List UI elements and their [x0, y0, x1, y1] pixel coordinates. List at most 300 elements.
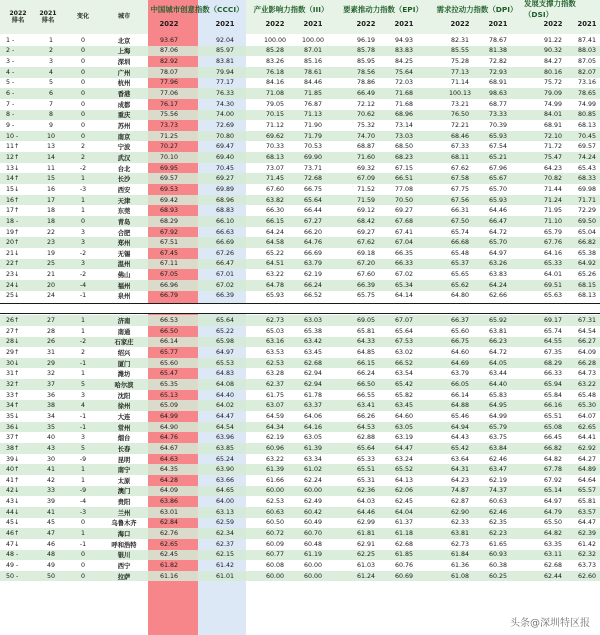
index-value-cell: 66.37 — [450, 317, 470, 325]
index-value-cell: 66.49 — [356, 90, 376, 98]
index-value-cell: 61.82 — [159, 562, 179, 569]
index-value-cell: 65.51 — [356, 466, 376, 474]
city-cell: 台北 — [117, 165, 131, 173]
table-row — [0, 110, 600, 121]
index-value-cell: 66.10 — [215, 217, 235, 225]
index-value-cell: 70.80 — [215, 132, 235, 140]
index-value-cell: 84.27 — [543, 58, 563, 66]
index-value-cell: 81.38 — [488, 47, 508, 55]
index-value-cell: 66.45 — [543, 434, 563, 442]
header-change: 变化 — [76, 13, 90, 21]
index-value-cell: 63.83 — [488, 271, 508, 279]
index-value-cell: 75.56 — [159, 111, 179, 119]
index-value-cell: 65.42 — [394, 380, 414, 388]
index-value-cell: 73.14 — [394, 122, 414, 129]
rank-2021-cell: 36 — [46, 391, 55, 399]
rank-2021-cell: 41 — [46, 508, 55, 516]
index-value-cell: 71.85 — [303, 90, 323, 98]
index-value-cell: 67.62 — [356, 239, 376, 247]
rank-2021-cell: 24 — [46, 292, 55, 300]
index-value-cell: 87.41 — [577, 36, 597, 44]
index-value-cell: 68.13 — [577, 292, 597, 300]
index-value-cell: 70.45 — [577, 132, 597, 140]
index-value-cell: 62.53 — [265, 498, 285, 506]
index-value-cell: 66.33 — [394, 260, 414, 268]
index-value-cell: 64.78 — [265, 281, 285, 289]
city-cell: 苏州 — [117, 123, 131, 130]
index-value-cell: 64.60 — [450, 349, 470, 356]
index-value-cell: 65.93 — [488, 196, 508, 204]
city-cell: 成都 — [117, 101, 131, 109]
index-value-cell: 66.24 — [356, 370, 376, 378]
rank-2021-cell: 49 — [46, 562, 55, 569]
index-value-cell: 62.36 — [356, 487, 376, 495]
index-value-cell: 88.03 — [577, 47, 597, 55]
index-value-cell: 68.29 — [543, 359, 563, 367]
index-value-cell: 67.92 — [543, 476, 563, 484]
index-value-cell: 93.67 — [159, 36, 179, 44]
city-cell: 上海 — [117, 48, 131, 56]
index-value-cell: 67.04 — [394, 239, 414, 247]
index-value-cell: 83.83 — [394, 47, 414, 55]
index-value-cell: 73.16 — [577, 79, 597, 87]
index-value-cell: 63.84 — [488, 444, 508, 452]
table-row — [0, 88, 600, 99]
rank-2022-cell: 28↓ — [6, 338, 20, 346]
index-value-cell: 65.09 — [159, 402, 179, 410]
table-row — [0, 528, 600, 539]
city-cell: 宁波 — [117, 144, 131, 152]
header-year-2021: 2021 — [394, 20, 414, 28]
index-value-cell: 66.50 — [356, 380, 376, 388]
rank-2022-cell: 47↓ — [6, 540, 20, 548]
index-value-cell: 64.76 — [303, 239, 323, 247]
index-value-cell: 64.33 — [356, 338, 376, 346]
change-cell: -2 — [79, 271, 87, 279]
index-value-cell: 64.23 — [543, 164, 563, 172]
table-row — [0, 205, 600, 216]
index-value-cell: 62.24 — [303, 476, 323, 484]
index-value-cell: 84.25 — [394, 58, 414, 66]
index-value-cell: 68.91 — [543, 122, 563, 129]
index-value-cell: 69.90 — [303, 153, 323, 161]
index-value-cell: 78.07 — [159, 68, 179, 76]
index-value-cell: 62.37 — [265, 380, 285, 388]
index-value-cell: 71.14 — [450, 79, 470, 87]
index-value-cell: 68.83 — [215, 207, 235, 215]
index-value-cell: 67.02 — [215, 281, 235, 289]
rank-2021-cell: 42 — [46, 476, 55, 484]
index-value-cell: 65.30 — [577, 402, 597, 410]
index-value-cell: 61.65 — [488, 540, 508, 548]
index-value-cell: 64.27 — [577, 455, 597, 463]
rank-2021-cell: 32 — [46, 370, 55, 378]
index-value-cell: 63.42 — [303, 338, 323, 346]
index-value-cell: 64.97 — [543, 498, 563, 506]
index-value-cell: 62.44 — [543, 572, 563, 580]
index-value-cell: 66.35 — [394, 249, 414, 257]
index-value-cell: 62.34 — [215, 530, 235, 538]
index-value-cell: 75.28 — [450, 58, 470, 66]
table-row — [0, 400, 600, 411]
index-value-cell: 64.51 — [265, 260, 285, 268]
index-value-cell: 66.52 — [303, 292, 323, 300]
index-value-cell: 85.28 — [265, 47, 285, 55]
rank-2022-cell: 43↓ — [6, 498, 20, 506]
index-value-cell: 66.16 — [543, 402, 563, 410]
table-row — [0, 67, 600, 78]
index-value-cell: 65.22 — [215, 327, 235, 335]
index-value-cell: 65.98 — [215, 338, 235, 346]
index-value-cell: 63.90 — [215, 466, 235, 474]
change-cell: -1 — [79, 359, 87, 367]
index-value-cell: 61.84 — [450, 551, 470, 559]
index-value-cell: 84.16 — [265, 79, 285, 87]
index-value-cell: 69.40 — [215, 153, 235, 161]
index-value-cell: 66.51 — [394, 175, 414, 183]
index-value-cell: 69.57 — [159, 175, 179, 183]
index-value-cell: 66.44 — [303, 207, 323, 215]
index-value-cell: 65.53 — [215, 359, 235, 367]
city-cell: 太原 — [117, 477, 131, 485]
index-value-cell: 64.79 — [543, 508, 563, 516]
index-value-cell: 62.32 — [577, 551, 597, 559]
index-value-cell: 67.20 — [356, 260, 376, 268]
index-value-cell: 66.05 — [450, 380, 470, 388]
table-row — [0, 280, 600, 291]
index-value-cell: 61.24 — [356, 572, 376, 580]
index-value-cell: 68.96 — [394, 111, 414, 119]
rank-2021-cell: 18 — [46, 217, 55, 225]
index-value-cell: 65.79 — [543, 228, 563, 236]
index-value-cell: 64.69 — [450, 359, 470, 367]
index-value-cell: 66.69 — [303, 249, 323, 257]
section-divider — [0, 313, 600, 314]
change-cell: -1 — [79, 423, 87, 431]
index-value-cell: 62.68 — [543, 562, 563, 569]
index-value-cell: 69.51 — [543, 281, 563, 289]
index-value-cell: 77.13 — [450, 68, 470, 76]
table-row — [0, 486, 600, 497]
rank-2022-cell: 18 - — [6, 217, 19, 225]
index-value-cell: 65.50 — [543, 519, 563, 527]
index-value-cell: 67.15 — [394, 164, 414, 172]
index-value-cell: 64.46 — [356, 508, 376, 516]
change-cell: -2 — [79, 164, 87, 172]
index-value-cell: 67.41 — [394, 228, 414, 236]
index-value-cell: 65.77 — [159, 349, 179, 356]
index-value-cell: 69.27 — [356, 228, 376, 236]
table-row — [0, 142, 600, 153]
index-value-cell: 62.66 — [488, 292, 508, 300]
index-value-cell: 78.65 — [577, 90, 597, 98]
index-value-cell: 65.64 — [394, 327, 414, 335]
rank-2022-cell: 7 - — [6, 100, 15, 108]
change-cell: 5 — [80, 380, 85, 388]
index-value-cell: 82.92 — [159, 58, 179, 66]
index-value-cell: 64.85 — [356, 349, 376, 356]
index-value-cell: 78.56 — [356, 68, 376, 76]
rank-2021-cell: 48 — [46, 551, 55, 559]
rank-2021-cell: 4 — [48, 68, 53, 76]
index-value-cell: 65.60 — [159, 359, 179, 367]
change-cell: -2 — [79, 338, 87, 346]
rank-2022-cell: 49 - — [6, 562, 19, 569]
index-value-cell: 66.96 — [159, 281, 179, 289]
index-value-cell: 64.54 — [215, 423, 235, 431]
index-value-cell: 61.01 — [215, 572, 235, 580]
index-value-cell: 70.27 — [159, 143, 179, 151]
index-value-cell: 62.92 — [577, 444, 597, 452]
index-value-cell: 60.63 — [265, 508, 285, 516]
rank-2022-cell: 30↓ — [6, 359, 20, 367]
rank-2021-cell: 3 — [48, 58, 53, 66]
index-value-cell: 67.58 — [450, 175, 470, 183]
header-group-title: 需求拉动力指数（DPI） — [436, 4, 518, 14]
index-value-cell: 63.01 — [159, 508, 179, 516]
city-cell: 西宁 — [117, 563, 131, 570]
rank-2021-cell: 15 — [46, 175, 55, 183]
index-value-cell: 79.05 — [265, 100, 285, 108]
index-value-cell: 61.39 — [303, 444, 323, 452]
index-value-cell: 64.02 — [215, 402, 235, 410]
rank-2021-cell: 18 — [46, 207, 55, 215]
index-value-cell: 60.49 — [303, 519, 323, 527]
index-value-cell: 65.64 — [356, 444, 376, 452]
index-value-cell: 62.87 — [450, 498, 470, 506]
index-value-cell: 62.68 — [394, 540, 414, 548]
rank-2021-cell: 25 — [46, 260, 55, 268]
index-value-cell: 65.24 — [215, 455, 235, 463]
index-value-cell: 75.32 — [356, 122, 376, 129]
index-value-cell: 67.78 — [543, 466, 563, 474]
index-value-cell: 69.42 — [159, 196, 179, 204]
rank-2021-cell: 20 — [46, 281, 55, 289]
change-cell: 0 — [80, 68, 85, 76]
index-value-cell: 66.75 — [303, 185, 323, 193]
index-value-cell: 65.34 — [394, 281, 414, 289]
index-value-cell: 72.12 — [356, 100, 376, 108]
index-value-cell: 60.00 — [265, 487, 285, 495]
city-cell: 深圳 — [117, 59, 131, 67]
index-value-cell: 69.32 — [356, 164, 376, 172]
index-value-cell: 68.50 — [394, 143, 414, 151]
index-value-cell: 65.42 — [450, 444, 470, 452]
index-value-cell: 67.54 — [488, 143, 508, 151]
index-value-cell: 66.82 — [543, 444, 563, 452]
index-value-cell: 90.32 — [543, 47, 563, 55]
index-value-cell: 62.90 — [450, 508, 470, 516]
change-cell: 0 — [80, 47, 85, 55]
rank-2021-cell: 9 — [48, 122, 53, 129]
rank-2021-cell: 8 — [48, 111, 53, 119]
table-row — [0, 560, 600, 571]
index-value-cell: 60.93 — [488, 551, 508, 559]
change-cell: 0 — [80, 562, 85, 569]
index-value-cell: 64.55 — [543, 338, 563, 346]
index-value-cell: 66.28 — [577, 359, 597, 367]
rank-2022-cell: 3 - — [6, 58, 15, 66]
index-value-cell: 62.06 — [394, 487, 414, 495]
index-value-cell: 69.17 — [543, 317, 563, 325]
index-value-cell: 71.72 — [543, 143, 563, 151]
index-value-cell: 65.65 — [450, 271, 470, 279]
rank-2021-cell: 29 — [46, 359, 55, 367]
index-value-cell: 63.79 — [450, 370, 470, 378]
index-value-cell: 62.94 — [303, 370, 323, 378]
rank-2022-cell: 17↑ — [6, 207, 20, 215]
index-value-cell: 60.00 — [303, 562, 323, 569]
index-value-cell: 61.37 — [394, 519, 414, 527]
index-value-cell: 63.03 — [303, 317, 323, 325]
index-value-cell: 68.13 — [577, 122, 597, 129]
table-row — [0, 163, 600, 174]
index-value-cell: 64.97 — [488, 249, 508, 257]
index-value-cell: 65.94 — [543, 380, 563, 388]
rank-2022-cell: 48 - — [6, 551, 19, 559]
rank-2022-cell: 19↑ — [6, 228, 20, 236]
index-value-cell: 70.39 — [488, 122, 508, 129]
rank-2021-cell: 46 — [46, 540, 55, 548]
index-value-cell: 68.91 — [488, 79, 508, 87]
rank-2021-cell: 13 — [46, 143, 55, 151]
header-year-2022: 2022 — [356, 20, 376, 28]
index-value-cell: 100.13 — [448, 90, 472, 98]
rank-2021-cell: 1 — [48, 36, 53, 44]
change-cell: 5 — [80, 444, 85, 452]
header-year-2022: 2022 — [159, 20, 179, 28]
table-row — [0, 195, 600, 206]
index-value-cell: 74.70 — [356, 132, 376, 140]
index-value-cell: 71.52 — [356, 185, 376, 193]
index-value-cell: 65.48 — [450, 249, 470, 257]
index-value-cell: 61.81 — [356, 530, 376, 538]
table-row — [0, 422, 600, 433]
index-value-cell: 64.14 — [394, 292, 414, 300]
index-value-cell: 66.33 — [543, 370, 563, 378]
index-value-cell: 84.01 — [543, 111, 563, 119]
city-cell: 南宁 — [117, 467, 131, 475]
rank-2022-cell: 11↑ — [6, 143, 20, 151]
index-value-cell: 64.58 — [265, 239, 285, 247]
index-value-cell: 61.42 — [577, 540, 597, 548]
rank-2022-cell: 36↓ — [6, 423, 20, 431]
index-value-cell: 71.68 — [394, 90, 414, 98]
index-value-cell: 79.09 — [543, 90, 563, 98]
index-value-cell: 60.09 — [265, 540, 285, 548]
rank-2021-cell: 30 — [46, 455, 55, 463]
index-value-cell: 64.01 — [543, 271, 563, 279]
index-value-cell: 65.63 — [543, 292, 563, 300]
rank-2022-cell: 29↑ — [6, 349, 20, 356]
city-cell: 乌鲁木齐 — [111, 520, 137, 528]
header-rank-2022: 2022 排名 — [9, 9, 27, 24]
index-value-cell: 67.33 — [450, 143, 470, 151]
rank-2022-cell: 15↓ — [6, 185, 20, 193]
index-value-cell: 62.45 — [394, 498, 414, 506]
index-value-cell: 64.47 — [215, 412, 235, 420]
city-cell: 哈尔滨 — [114, 381, 134, 389]
city-cell: 常州 — [117, 424, 131, 432]
index-value-cell: 63.81 — [488, 327, 508, 335]
index-value-cell: 66.79 — [159, 292, 179, 300]
index-value-cell: 72.21 — [450, 122, 470, 129]
table-row — [0, 390, 600, 401]
index-value-cell: 74.87 — [450, 487, 470, 495]
rank-2022-cell: 4 - — [6, 68, 15, 76]
change-cell: 1 — [80, 175, 85, 183]
index-value-cell: 70.15 — [265, 111, 285, 119]
index-value-cell: 83.26 — [265, 58, 285, 66]
rank-2022-cell: 35↓ — [6, 412, 20, 420]
index-value-cell: 65.26 — [577, 271, 597, 279]
index-value-cell: 70.50 — [394, 196, 414, 204]
table-row — [0, 227, 600, 238]
index-value-cell: 66.63 — [215, 228, 235, 236]
rank-2022-cell: 41↑ — [6, 476, 20, 484]
index-value-cell: 67.31 — [577, 317, 597, 325]
index-value-cell: 64.54 — [577, 327, 597, 335]
index-value-cell: 64.23 — [450, 476, 470, 484]
header-year-2022: 2022 — [265, 20, 285, 28]
index-value-cell: 70.33 — [265, 143, 285, 151]
index-value-cell: 64.24 — [265, 228, 285, 236]
city-cell: 潍坊 — [117, 371, 131, 379]
index-value-cell: 65.08 — [543, 423, 563, 431]
index-value-cell: 60.00 — [303, 487, 323, 495]
index-value-cell: 73.33 — [488, 111, 508, 119]
index-value-cell: 63.22 — [265, 455, 285, 463]
index-value-cell: 60.50 — [265, 519, 285, 527]
city-cell: 沈阳 — [117, 392, 131, 400]
index-value-cell: 62.99 — [356, 519, 376, 527]
index-value-cell: 64.80 — [450, 292, 470, 300]
city-cell: 福州 — [117, 282, 131, 290]
index-value-cell: 63.81 — [450, 530, 470, 538]
rank-2021-cell: 35 — [46, 423, 55, 431]
rank-2021-cell: 14 — [46, 153, 55, 161]
header-group-title: 中国城市创意指数（CCCI） — [150, 4, 244, 14]
table-row — [0, 464, 600, 475]
index-value-cell: 66.24 — [303, 281, 323, 289]
index-value-cell: 63.22 — [265, 271, 285, 279]
rank-2021-cell: 2 — [48, 47, 53, 55]
rank-2021-cell: 17 — [46, 196, 55, 204]
rank-2022-cell: 10 - — [6, 132, 19, 140]
table-row — [0, 56, 600, 67]
city-cell: 昆明 — [117, 456, 131, 464]
change-cell: 0 — [80, 551, 85, 559]
index-value-cell: 66.31 — [450, 207, 470, 215]
table-row — [0, 326, 600, 337]
change-cell: -9 — [79, 487, 87, 495]
index-value-cell: 65.43 — [577, 164, 597, 172]
table-row — [0, 443, 600, 454]
index-value-cell: 67.01 — [215, 271, 235, 279]
index-value-cell: 60.08 — [265, 562, 285, 569]
index-value-cell: 64.82 — [543, 455, 563, 463]
index-value-cell: 63.85 — [215, 444, 235, 452]
table-row — [0, 291, 600, 302]
rank-2021-cell: 26 — [46, 338, 55, 346]
index-value-cell: 65.74 — [543, 327, 563, 335]
rank-2022-cell: 22↑ — [6, 260, 20, 268]
rank-2022-cell: 14↑ — [6, 175, 20, 183]
index-value-cell: 74.24 — [577, 153, 597, 161]
change-cell: 3 — [80, 434, 85, 442]
rank-2021-cell: 23 — [46, 239, 55, 247]
index-value-cell: 62.68 — [303, 359, 323, 367]
